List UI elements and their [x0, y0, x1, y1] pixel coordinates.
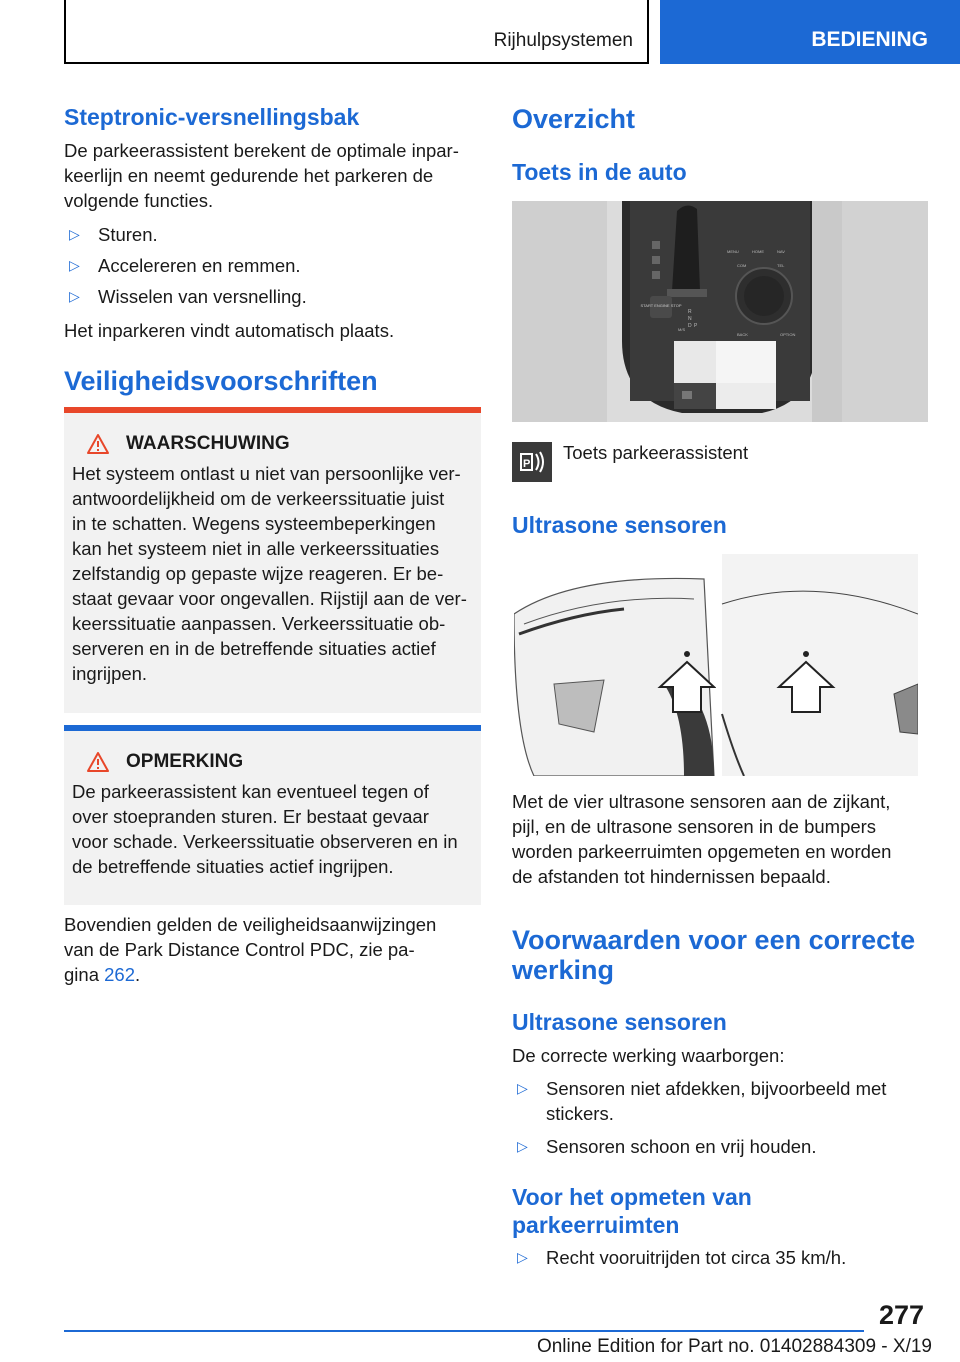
- center-console-image: [512, 201, 928, 422]
- page-link[interactable]: 262: [104, 964, 135, 985]
- list-item: ▷ Wisselen van versnelling.: [64, 284, 484, 309]
- heading-ultrasonic-sensors: Ultrasone sensoren: [512, 512, 727, 538]
- list-item: ▷ Sensoren schoon en vrij houden.: [512, 1134, 932, 1159]
- bullet-triangle-icon: ▷: [69, 226, 80, 242]
- paragraph-sensors: Met de vier ultrasone sensoren aan de zijkant, pijl, en de ultrasone sensoren in de bumpers worden parkeerruimten opgemeten en worden de afstanden tot hindernissen bepaald.: [512, 791, 892, 887]
- console-label: HOME: [752, 249, 764, 254]
- note-title-text: OPMERKING: [126, 751, 244, 772]
- bullet-triangle-icon: ▷: [69, 288, 80, 304]
- bullet-triangle-icon: ▷: [517, 1138, 528, 1154]
- console-label: COM: [737, 263, 747, 268]
- parking-assistant-button-icon: [512, 442, 552, 482]
- header-section-title: Rijhulpsystemen: [493, 30, 633, 51]
- measure-list: [512, 1245, 932, 1270]
- text-line: keerlijn en neemt gedurende het parkeren de: [64, 165, 434, 186]
- list-item: ▷ Accelereren en remmen.: [64, 253, 484, 278]
- chapter-tab-label: BEDIENING: [811, 28, 928, 51]
- console-label: TEL: [777, 263, 785, 268]
- console-label: BACK: [737, 332, 748, 337]
- console-label: OPTION: [780, 332, 796, 337]
- console-label: MENU: [727, 249, 739, 254]
- list-item: ▷ Recht vooruitrijden tot circa 35 km/h.: [512, 1245, 932, 1270]
- heading-steptronic: Steptronic-versnellingsbak: [64, 104, 360, 130]
- start-stop-label: START ENGINE STOP: [640, 303, 682, 308]
- bullet-triangle-icon: ▷: [517, 1080, 528, 1096]
- bullet-triangle-icon: ▷: [517, 1249, 528, 1265]
- list-item: ▷ Sensoren niet afdekken, bijvoorbeeld met stickers.: [512, 1076, 932, 1126]
- footer-edition: Online Edition for Part no. 01402884309 - X/19: [536, 1336, 932, 1357]
- text-line: De parkeerassistent berekent de optimale inpar-: [64, 140, 459, 161]
- heading-ultrasonic-sensors-2: Ultrasone sensoren: [512, 1009, 727, 1035]
- heading-overview: Overzicht: [512, 104, 636, 134]
- warning-text: Het systeem ontlast u niet van persoonlijke ver- antwoordelijkheid om de verkeerssituatie juist in te schatten. Wegens systeembeperkingen kan het systeem niet in alle verkeerssituaties zelfstandig op gepaste wijze reageren. Er be- staat gevaar voor ongevallen. Rijstijl aan de ver- keerssituatie aanpassen. Verkeerssituatie ob- serveren en in de betreffende situaties actief ingrijpen.: [72, 463, 467, 684]
- note-title: [86, 751, 473, 773]
- button-caption: Toets parkeerassistent: [563, 442, 749, 463]
- console-label: NAV: [777, 249, 785, 254]
- paragraph-steptronic: [64, 138, 484, 213]
- gear-label: M/S: [678, 327, 686, 332]
- list-item: ▷ Sturen.: [64, 222, 484, 247]
- footer-divider: [64, 1330, 864, 1332]
- gear-label: P: [694, 323, 698, 329]
- gear-label: N: [688, 316, 692, 322]
- bullet-triangle-icon: ▷: [69, 257, 80, 273]
- ultrasonic-sensors-image: [514, 554, 918, 776]
- warning-triangle-icon: [86, 751, 110, 773]
- warning-triangle-icon: [86, 433, 110, 455]
- note-text: De parkeerassistent kan eventueel tegen of over stoepranden sturen. Er bestaat gevaar voor schade. Verkeerssituatie observeren en in de betreffende situaties actief ingrijpen.: [72, 781, 458, 877]
- text-line: volgende functies.: [64, 190, 214, 211]
- heading-button-in-car: Toets in de auto: [512, 159, 687, 185]
- paragraph-automatic: Het inparkeren vindt automatisch plaats.: [64, 320, 395, 341]
- paragraph-further: Bovendien gelden de veiligheidsaanwijzingen van de Park Distance Control PDC, zie pa- gina 262.: [64, 914, 437, 985]
- warning-title-text: WAARSCHUWING: [126, 433, 290, 454]
- warning-box: [64, 407, 481, 713]
- warning-title: [86, 433, 473, 455]
- heading-safety: Veiligheidsvoorschriften: [64, 366, 378, 396]
- function-list: [64, 222, 484, 309]
- header-section-box: [64, 0, 649, 64]
- ensure-list: [512, 1076, 932, 1159]
- heading-conditions: Voorwaarden voor een correcte werking: [512, 925, 916, 985]
- svg-text:P: P: [523, 458, 531, 470]
- page-number: 277: [878, 1300, 924, 1330]
- header-chapter-tab[interactable]: [660, 0, 960, 64]
- heading-measure: Voor het opmeten van parkeerruimten: [512, 1184, 752, 1238]
- note-box: [64, 725, 481, 905]
- paragraph-ensure: De correcte werking waarborgen:: [512, 1045, 785, 1066]
- gear-label: R: [688, 309, 692, 315]
- gear-label: D: [688, 323, 692, 329]
